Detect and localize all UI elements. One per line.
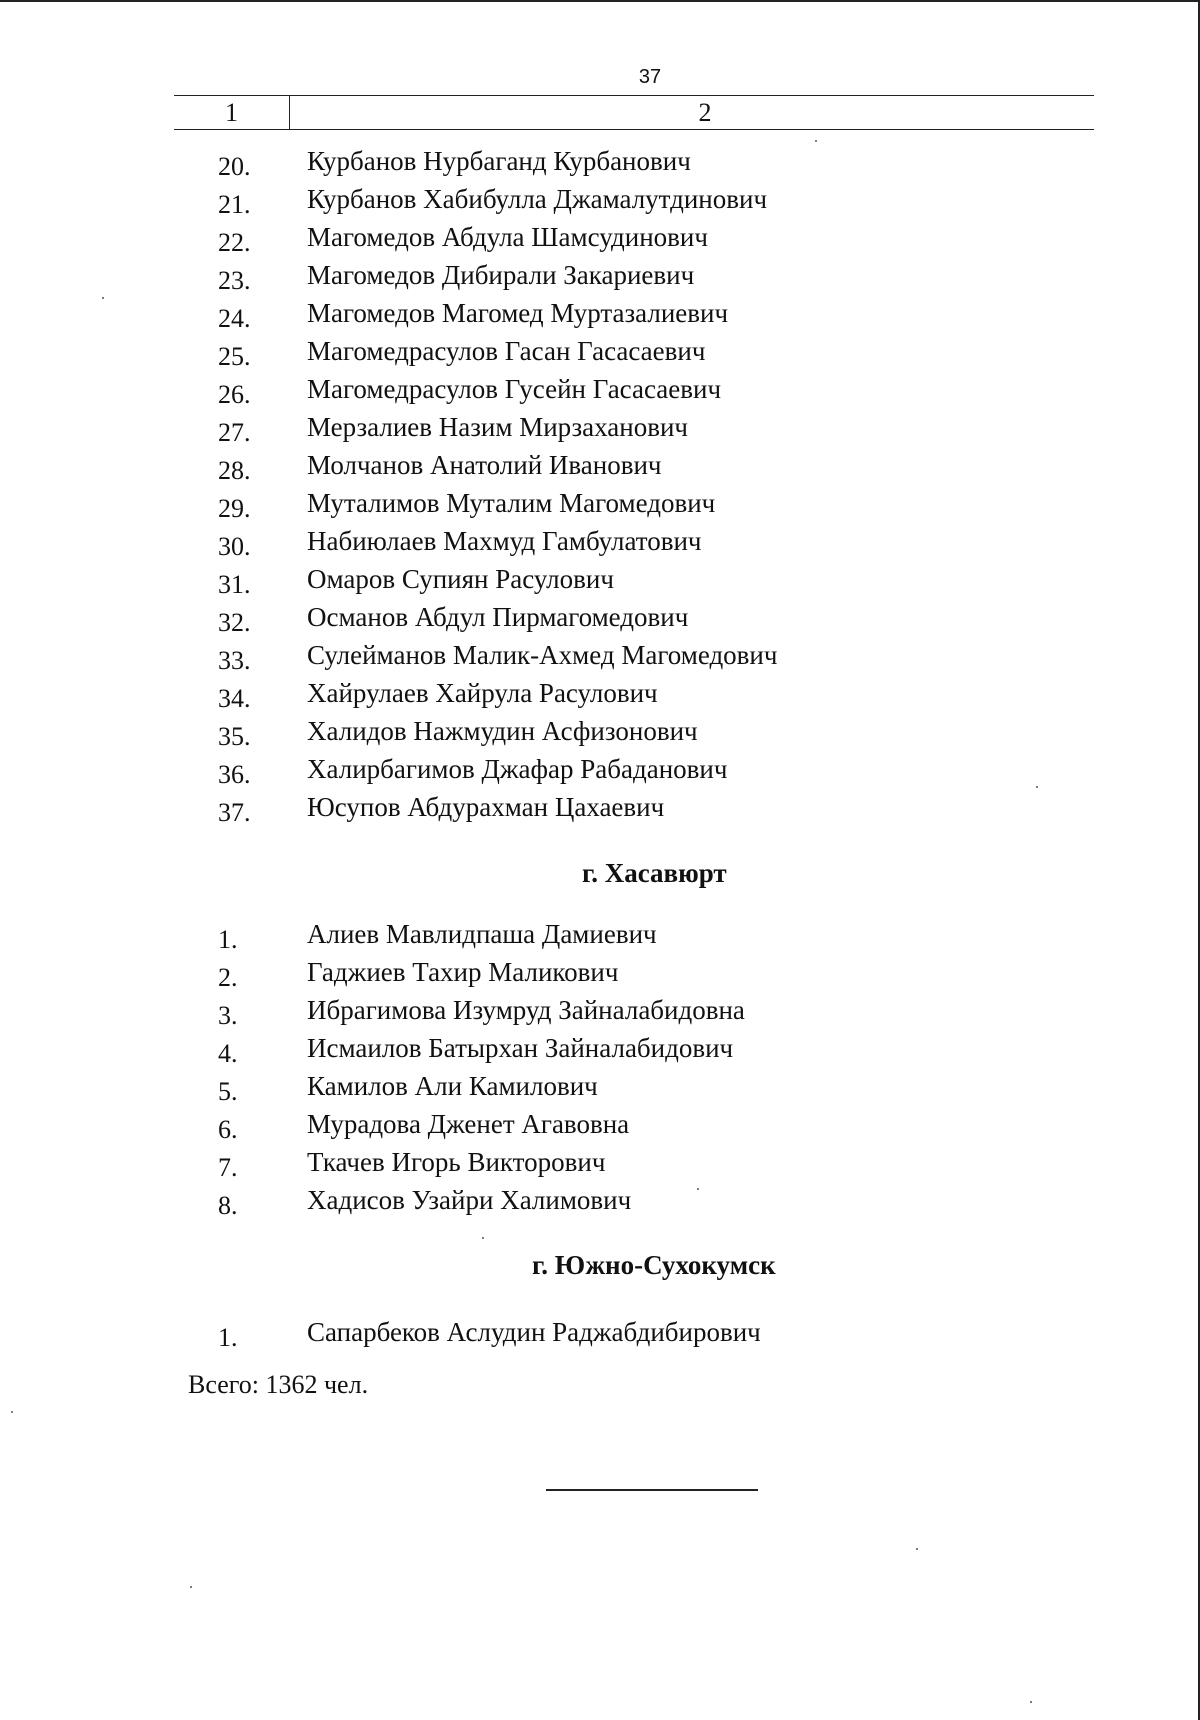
scan-edge-top [0, 0, 1200, 2]
list-item [0, 598, 1200, 636]
list-item [0, 1105, 1200, 1143]
section-title-yuzhno-sukhokumsk: г. Южно-Сухокумск [532, 1250, 776, 1280]
item-number: 20. [218, 152, 251, 181]
page-number: 37 [638, 66, 662, 88]
scan-speck [11, 1411, 13, 1413]
item-name: Сулейманов Малик-Ахмед Магомедович [307, 640, 778, 670]
end-rule [546, 1489, 758, 1491]
table-header-bottom-rule [174, 129, 1094, 130]
scan-speck [697, 1188, 699, 1190]
item-number: 32. [218, 608, 251, 637]
item-name: Магомедов Дибирали Закариевич [307, 260, 695, 290]
item-number: 1. [218, 925, 238, 954]
item-name: Мурадова Дженет Агавовна [307, 1109, 630, 1139]
scan-speck [102, 297, 104, 299]
item-number: 26. [218, 380, 251, 409]
list-item [0, 1181, 1200, 1219]
item-name: Гаджиев Тахир Маликович [307, 957, 619, 987]
item-name: Молчанов Анатолий Иванович [307, 450, 662, 480]
item-name: Курбанов Хабибулла Джамалутдинович [307, 184, 768, 214]
list-item [0, 674, 1200, 712]
scan-speck [815, 140, 817, 142]
item-number: 37. [218, 798, 251, 827]
item-number: 6. [218, 1115, 238, 1144]
list-item [0, 370, 1200, 408]
item-name: Магомедов Магомед Муртазалиевич [307, 298, 729, 328]
item-number: 22. [218, 228, 251, 257]
list-item [0, 446, 1200, 484]
item-number: 2. [218, 963, 238, 992]
table-header-divider [289, 95, 290, 129]
item-name: Ткачев Игорь Викторович [307, 1147, 606, 1177]
list-item [0, 522, 1200, 560]
list-item [0, 750, 1200, 788]
item-name: Сапарбеков Аслудин Раджабдибирович [307, 1317, 761, 1347]
list-item [0, 1067, 1200, 1105]
item-name: Ибрагимова Изумруд Зайналабидовна [307, 995, 745, 1025]
item-number: 3. [218, 1001, 238, 1030]
item-number: 25. [218, 342, 251, 371]
list-item [0, 1029, 1200, 1067]
item-number: 30. [218, 532, 251, 561]
item-number: 8. [218, 1191, 238, 1220]
list-item [0, 788, 1200, 826]
item-number: 23. [218, 266, 251, 295]
scan-speck [482, 1237, 484, 1239]
scan-speck [190, 1586, 192, 1588]
scan-speck [916, 1548, 918, 1550]
list-item [0, 142, 1200, 180]
item-name: Хадисов Узайри Халимович [307, 1185, 632, 1215]
list-item [0, 484, 1200, 522]
table-header-col-2: 2 [698, 98, 712, 127]
item-number: 27. [218, 418, 251, 447]
item-name: Омаров Супиян Расулович [307, 564, 614, 594]
list-item [0, 915, 1200, 953]
item-name: Набиюлаев Махмуд Гамбулатович [307, 526, 702, 556]
list-item [0, 1143, 1200, 1181]
item-name: Халирбагимов Джафар Рабаданович [307, 754, 728, 784]
item-number: 28. [218, 456, 251, 485]
item-number: 21. [218, 190, 251, 219]
list-item [0, 636, 1200, 674]
item-number: 1. [218, 1323, 238, 1352]
section-title-khasavyurt: г. Хасавюрт [582, 858, 727, 888]
list-item [0, 218, 1200, 256]
item-number: 29. [218, 494, 251, 523]
item-number: 36. [218, 760, 251, 789]
item-name: Курбанов Нурбаганд Курбанович [307, 146, 691, 176]
item-number: 35. [218, 722, 251, 751]
list-item [0, 560, 1200, 598]
item-number: 4. [218, 1039, 238, 1068]
scan-speck [1030, 1701, 1032, 1703]
item-name: Мерзалиев Назим Мирзаханович [307, 412, 688, 442]
item-name: Османов Абдул Пирмагомедович [307, 602, 689, 632]
list-item [0, 332, 1200, 370]
table-header-col-1: 1 [225, 98, 238, 127]
total-count: Всего: 1362 чел. [188, 1370, 369, 1399]
list-item [0, 953, 1200, 991]
item-number: 24. [218, 304, 251, 333]
item-name: Камилов Али Камилович [307, 1071, 598, 1101]
table-header-top-rule [174, 95, 1094, 96]
item-name: Магомедрасулов Гасан Гасасаевич [307, 336, 706, 366]
item-number: 5. [218, 1077, 238, 1106]
item-number: 34. [218, 684, 251, 713]
item-number: 31. [218, 570, 251, 599]
item-name: Хайрулаев Хайрула Расулович [307, 678, 658, 708]
list-item [0, 294, 1200, 332]
item-name: Юсупов Абдурахман Цахаевич [307, 792, 665, 822]
list-item [0, 256, 1200, 294]
item-number: 33. [218, 646, 251, 675]
list-item [0, 991, 1200, 1029]
list-item [0, 180, 1200, 218]
item-name: Магомедрасулов Гусейн Гасасаевич [307, 374, 722, 404]
item-name: Магомедов Абдула Шамсудинович [307, 222, 708, 252]
list-item [0, 408, 1200, 446]
item-name: Алиев Мавлидпаша Дамиевич [307, 919, 657, 949]
scan-speck [1036, 786, 1038, 788]
item-name: Исмаилов Батырхан Зайналабидович [307, 1033, 734, 1063]
list-item [0, 712, 1200, 750]
item-name: Халидов Нажмудин Асфизонович [307, 716, 698, 746]
item-name: Муталимов Муталим Магомедович [307, 488, 716, 518]
list-item [0, 1313, 1200, 1351]
item-number: 7. [218, 1153, 238, 1182]
